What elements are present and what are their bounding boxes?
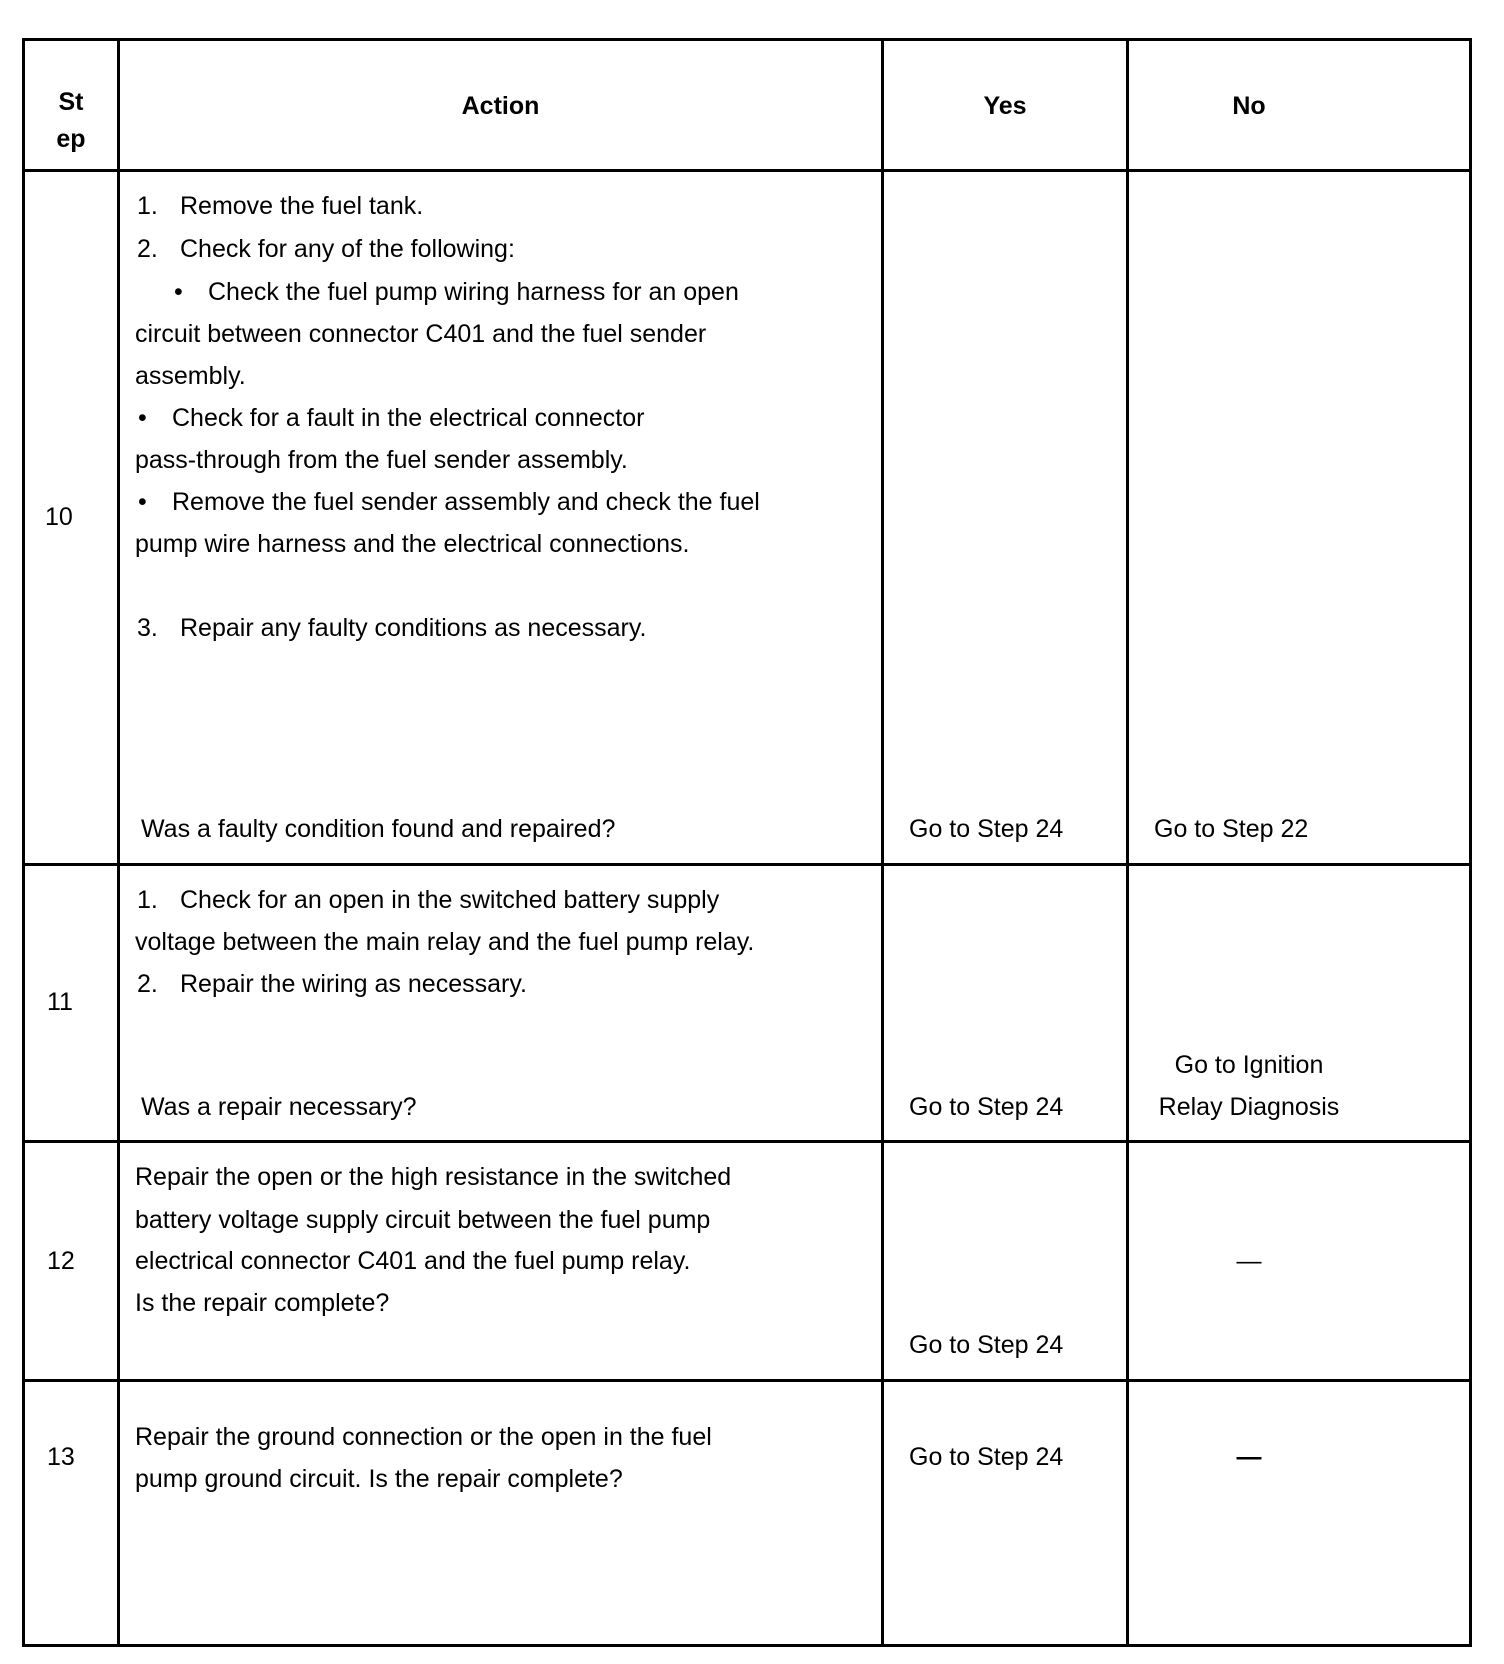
bullet-text: Remove the fuel sender assembly and check the fuel	[172, 488, 760, 516]
row-divider-11	[22, 1140, 1472, 1143]
step-number-12: 12	[47, 1247, 75, 1275]
header-no: No	[1232, 92, 1266, 120]
row-divider-12	[22, 1379, 1472, 1382]
list-item-num: 3.	[137, 614, 158, 642]
bullet-text: pass-through from the fuel sender assembly.	[135, 446, 628, 474]
list-item: Remove the fuel tank.	[180, 192, 424, 220]
step-number-11: 11	[47, 988, 73, 1016]
no-result: Go to Step 22	[1154, 815, 1309, 843]
yes-result: Go to Step 24	[909, 1443, 1064, 1471]
list-item-num: 2.	[137, 235, 158, 263]
question-text: Is the repair complete?	[135, 1289, 390, 1317]
no-result-line2: Relay Diagnosis	[1158, 1093, 1340, 1121]
header-step-line2: ep	[56, 125, 86, 153]
list-item-num: 1.	[137, 886, 158, 914]
no-result-dash: —	[1236, 1443, 1262, 1471]
bullet-glyph: •	[174, 278, 183, 306]
action-text: Repair the ground connection or the open in the fuel	[135, 1423, 712, 1451]
bullet-glyph: •	[138, 404, 147, 432]
action-text: electrical connector C401 and the fuel pump relay.	[135, 1247, 691, 1275]
action-text: pump ground circuit. Is the repair complete?	[135, 1465, 623, 1493]
list-item: Repair the wiring as necessary.	[180, 970, 527, 998]
header-step	[25, 84, 117, 158]
bullet-text: Check for a fault in the electrical connector	[172, 404, 645, 432]
list-item-num: 1.	[137, 192, 158, 220]
bullet-text: assembly.	[135, 362, 246, 390]
column-divider-action	[881, 38, 884, 1647]
yes-result: Go to Step 24	[909, 1093, 1064, 1121]
question-text: Was a repair necessary?	[141, 1093, 417, 1121]
question-text: Was a faulty condition found and repaired?	[141, 815, 616, 843]
header-action: Action	[461, 92, 540, 120]
header-yes: Yes	[983, 92, 1027, 120]
yes-result: Go to Step 24	[909, 815, 1064, 843]
bullet-text: pump wire harness and the electrical connections.	[135, 530, 690, 558]
yes-result: Go to Step 24	[909, 1331, 1064, 1359]
list-item: Repair any faulty conditions as necessary.	[180, 614, 647, 642]
row-divider-10	[22, 863, 1472, 866]
bullet-text: circuit between connector C401 and the fuel sender	[135, 320, 707, 348]
no-result-line1: Go to Ignition	[1174, 1051, 1324, 1079]
action-text: battery voltage supply circuit between the fuel pump	[135, 1206, 711, 1234]
bullet-text: Check the fuel pump wiring harness for an open	[208, 278, 739, 306]
header-step-line1: St	[58, 88, 84, 116]
step-number-10: 10	[45, 503, 73, 531]
list-item: Check for an open in the switched battery supply	[180, 886, 720, 914]
no-result-dash: —	[1236, 1247, 1262, 1275]
column-divider-yes	[1126, 38, 1129, 1647]
list-item: voltage between the main relay and the fuel pump relay.	[135, 928, 755, 956]
column-divider-step	[117, 38, 120, 1647]
list-item: Check for any of the following:	[180, 235, 515, 263]
action-text: Repair the open or the high resistance in the switched	[135, 1163, 732, 1191]
list-item-num: 2.	[137, 970, 158, 998]
row-divider-header	[22, 169, 1472, 172]
step-number-13: 13	[47, 1443, 75, 1471]
bullet-glyph: •	[138, 488, 147, 516]
